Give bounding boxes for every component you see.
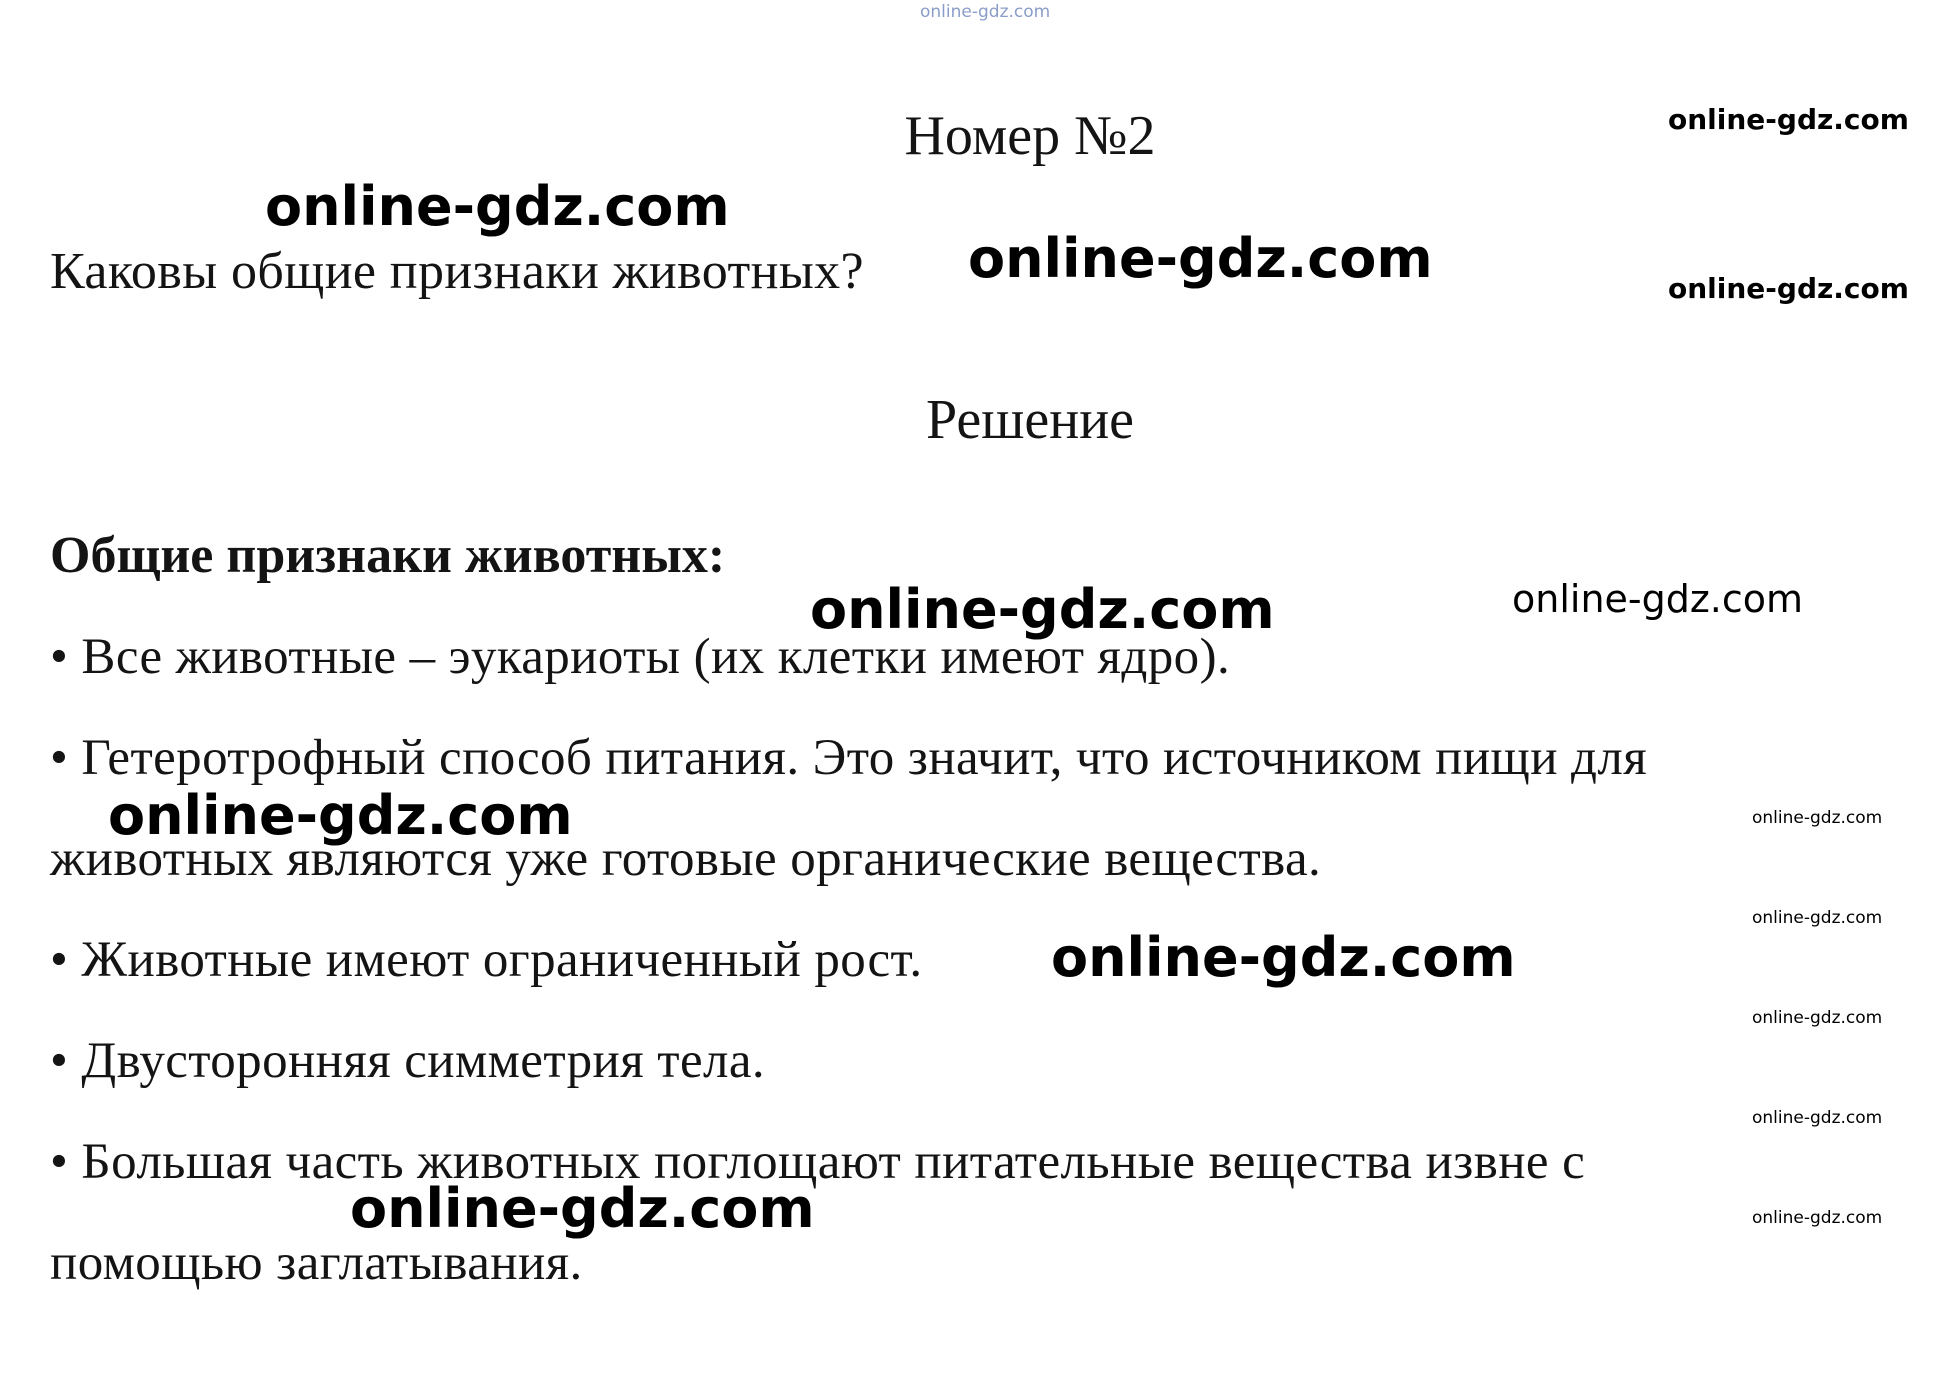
- watermark-3: online-gdz.com: [810, 578, 1275, 641]
- watermark-1: online-gdz.com: [265, 175, 730, 238]
- watermark-right-1: online-gdz.com: [1668, 103, 1909, 136]
- solution-line-5: • Двусторонняя симметрия тела.: [50, 1033, 766, 1089]
- watermark-top: online-gdz.com: [920, 2, 1051, 22]
- watermark-small-4: online-gdz.com: [1752, 1108, 1883, 1128]
- watermark-5: online-gdz.com: [1051, 926, 1516, 989]
- watermark-small-5: online-gdz.com: [1752, 1208, 1883, 1228]
- solution-title: Решение: [925, 389, 1135, 451]
- watermark-right-3: online-gdz.com: [1512, 577, 1804, 621]
- watermark-small-2: online-gdz.com: [1752, 908, 1883, 928]
- watermark-2: online-gdz.com: [968, 227, 1433, 290]
- solution-line-4: • Животные имеют ограниченный рост.: [50, 932, 923, 988]
- solution-line-6: • Большая часть животных поглощают питательные вещества извне с: [50, 1134, 1586, 1190]
- task-number-title: Номер №2: [904, 105, 1156, 167]
- solution-line-3: животных являются уже готовые органические вещества.: [50, 831, 1322, 887]
- watermark-small-3: online-gdz.com: [1752, 1008, 1883, 1028]
- watermark-small-1: online-gdz.com: [1752, 808, 1883, 828]
- solution-line-7: помощью заглатывания.: [50, 1235, 583, 1291]
- watermark-4: online-gdz.com: [108, 784, 573, 847]
- watermark-6: online-gdz.com: [350, 1177, 815, 1240]
- solution-line-2: • Гетеротрофный способ питания. Это значит, что источником пищи для: [50, 730, 1648, 786]
- solution-line-1: • Все животные – эукариоты (их клетки имеют ядро).: [50, 629, 1231, 685]
- task-question: Каковы общие признаки животных?: [50, 243, 865, 300]
- watermark-right-2: online-gdz.com: [1668, 272, 1909, 305]
- solution-heading: Общие признаки животных:: [50, 527, 726, 584]
